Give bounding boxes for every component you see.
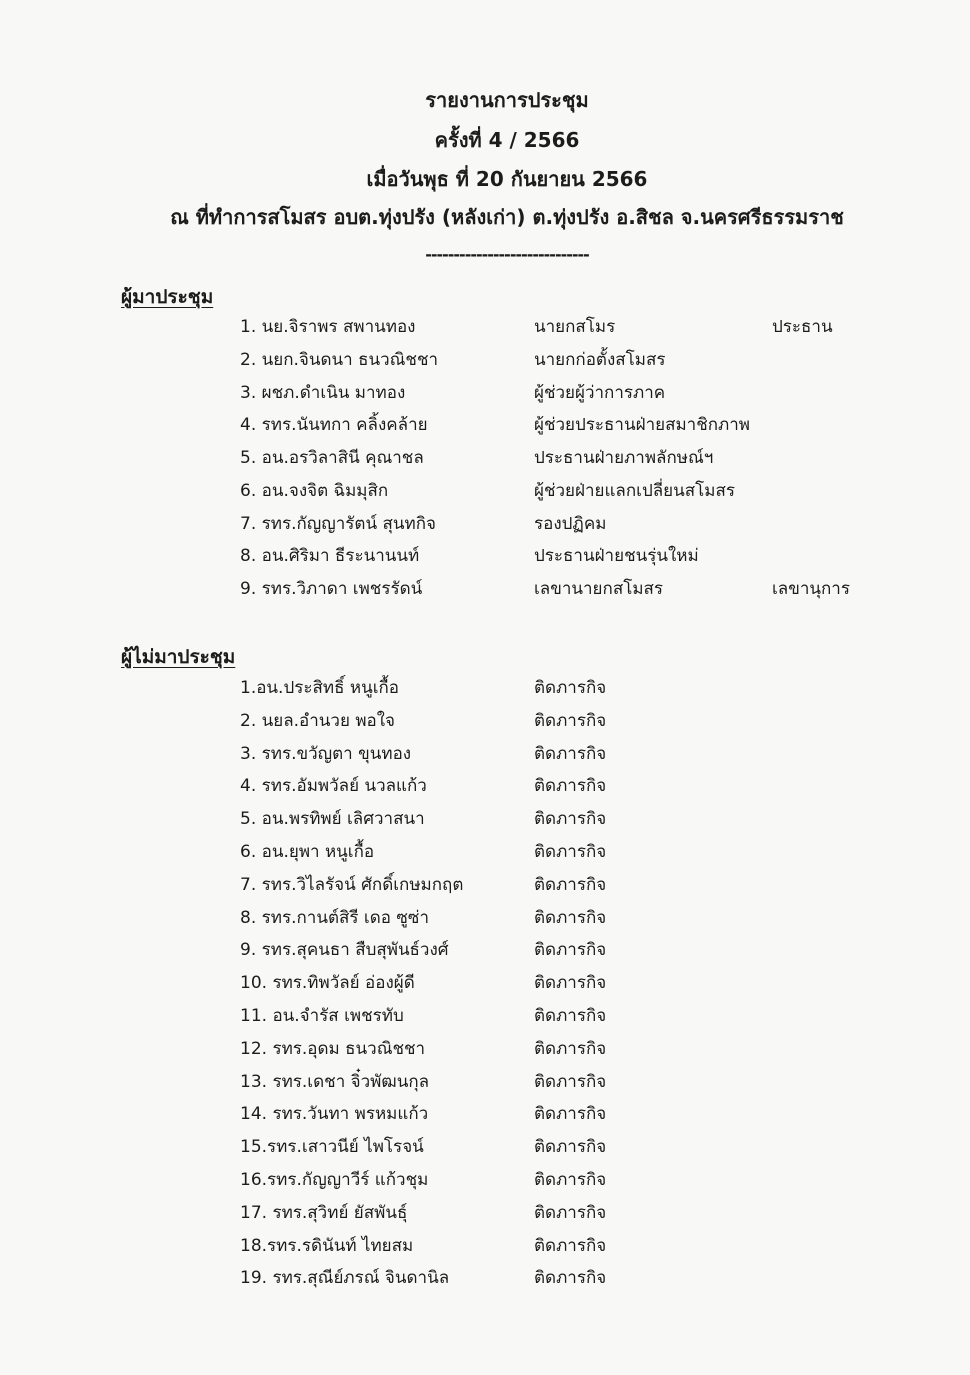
absentee-name: 12. รทร.อุดม ธนวณิชชา <box>240 1038 426 1059</box>
absentee-row <box>0 968 970 998</box>
attendee-position: เลขานายกสโมสร <box>534 579 664 599</box>
attendee-row <box>0 574 970 604</box>
absentee-row <box>0 1132 970 1162</box>
attendee-position: ผู้ช่วยผู้ว่าการภาค <box>534 382 666 403</box>
attendee-position: นายกก่อตั้งสโมสร <box>534 349 666 370</box>
absentee-name: 6. อน.ยุพา หนูเกื้อ <box>240 842 375 862</box>
absentee-status: ติดภารกิจ <box>534 1202 607 1223</box>
attendee-row <box>0 509 970 539</box>
absentee-row <box>0 870 970 900</box>
absentee-name: 1.อน.ประสิทธิ์ หนูเกื้อ <box>240 678 400 698</box>
absentee-name: 10. รทร.ทิพวัลย์ อ่องผู้ดี <box>240 973 415 994</box>
attendee-position: ผู้ช่วยฝ่ายแลกเปลี่ยนสโมสร <box>534 480 735 501</box>
absentee-status: ติดภารกิจ <box>534 874 607 895</box>
absentee-name: 16.รทร.กัญญาวีร์ แก้วชุม <box>240 1170 429 1190</box>
absentee-name: 15.รทร.เสาวนีย์ ไพโรจน์ <box>240 1137 424 1158</box>
meeting-location: ณ ที่ทำการสโมสร อบต.ทุ่งปรัง (หลังเก่า) ต.ทุ่งปรัง อ.สิชล จ.นครศรีธรรมราช <box>170 205 844 229</box>
absentee-name: 17. รทร.สุวิทย์ ยัสพันธุ์ <box>240 1202 408 1223</box>
absentee-row <box>0 837 970 867</box>
absentee-name: 5. อน.พรทิพย์ เลิศวาสนา <box>240 809 425 830</box>
attendee-name: 2. นยก.จินดนา ธนวณิชชา <box>240 349 439 370</box>
absentee-status: ติดภารกิจ <box>534 743 607 764</box>
absentee-name: 2. นยล.อำนวย พอใจ <box>240 710 395 731</box>
absentee-status: ติดภารกิจ <box>534 907 607 928</box>
attendee-position: นายกสโมร <box>534 317 616 337</box>
attendee-row <box>0 345 970 375</box>
attendee-name: 9. รทร.วิภาดา เพชรรัดน์ <box>240 579 423 599</box>
meeting-number: ครั้งที่ 4 / 2566 <box>434 128 580 152</box>
absentee-status: ติดภารกิจ <box>534 1104 607 1125</box>
absentee-row <box>0 706 970 736</box>
absentee-row <box>0 673 970 703</box>
attendee-row <box>0 443 970 473</box>
attendee-role: เลขานุการ <box>772 579 850 599</box>
absentee-name: 14. รทร.วันทา พรหมแก้ว <box>240 1104 429 1125</box>
absentee-name: 19. รทร.สุณีย์ภรณ์ จินดานิล <box>240 1268 450 1289</box>
absentee-row <box>0 771 970 801</box>
absentee-status: ติดภารกิจ <box>534 940 607 961</box>
header-divider: ----------------------------- <box>425 245 589 264</box>
absentee-status: ติดภารกิจ <box>534 678 607 698</box>
absent-section-title: ผู้ไม่มาประชุม <box>121 646 236 668</box>
absentee-row <box>0 1198 970 1228</box>
absentee-row <box>0 1067 970 1097</box>
attendee-row <box>0 378 970 408</box>
attendee-role: ประธาน <box>772 317 833 337</box>
absentee-status: ติดภารกิจ <box>534 1137 607 1158</box>
absentee-name: 18.รทร.รดินันท์ ไทยสม <box>240 1235 414 1256</box>
attendee-name: 6. อน.จงจิต ฉิมมุสิก <box>240 480 389 501</box>
absentee-name: 13. รทร.เดชา จิ๋วพัฒนกุล <box>240 1071 430 1092</box>
absentee-name: 8. รทร.กานต์สิรี เดอ ซูซ่า <box>240 907 429 928</box>
report-title: รายงานการประชุม <box>425 88 589 112</box>
attendee-row <box>0 476 970 506</box>
attendee-name: 1. นย.จิราพร สพานทอง <box>240 317 416 337</box>
absentee-row <box>0 1001 970 1031</box>
attendee-name: 7. รทร.กัญญารัตน์ สุนทกิจ <box>240 513 436 534</box>
absentee-status: ติดภารกิจ <box>534 1268 607 1289</box>
absentee-row <box>0 935 970 965</box>
absentee-row <box>0 1263 970 1293</box>
absentee-name: 9. รทร.สุคนธา สืบสุพันธ์วงศ์ <box>240 940 449 961</box>
absentee-name: 3. รทร.ขวัญตา ขุนทอง <box>240 743 412 764</box>
present-section-title: ผู้มาประชุม <box>121 286 214 308</box>
attendee-position: ประธานฝ่ายภาพลักษณ์ฯ <box>534 448 714 468</box>
attendee-position: รองปฏิคม <box>534 513 607 534</box>
absentee-status: ติดภารกิจ <box>534 973 607 994</box>
absentee-status: ติดภารกิจ <box>534 1006 607 1026</box>
absentee-status: ติดภารกิจ <box>534 776 607 797</box>
absentee-row <box>0 804 970 834</box>
attendee-position: ประธานฝ่ายชนรุ่นใหม่ <box>534 546 699 567</box>
absentee-status: ติดภารกิจ <box>534 1071 607 1092</box>
attendee-name: 8. อน.ศิริมา ธีระนานนท์ <box>240 546 420 567</box>
absentee-row <box>0 1231 970 1261</box>
absentee-row <box>0 1165 970 1195</box>
absentee-status: ติดภารกิจ <box>534 1235 607 1256</box>
absentee-status: ติดภารกิจ <box>534 809 607 830</box>
absentee-row <box>0 1099 970 1129</box>
absentee-status: ติดภารกิจ <box>534 842 607 862</box>
absentee-row <box>0 739 970 769</box>
meeting-date: เมื่อวันพุธ ที่ 20 กันยายน 2566 <box>366 167 648 191</box>
attendee-position: ผู้ช่วยประธานฝ่ายสมาชิกภาพ <box>534 415 750 436</box>
attendee-name: 5. อน.อรวิลาสินี คุณาชล <box>240 448 424 468</box>
absentee-name: 4. รทร.อัมพวัลย์ นวลแก้ว <box>240 776 427 797</box>
attendee-row <box>0 410 970 440</box>
absentee-row <box>0 1034 970 1064</box>
attendee-row <box>0 312 970 342</box>
absentee-status: ติดภารกิจ <box>534 710 607 731</box>
absentee-name: 7. รทร.วิไลรัจน์ ศักดิ์เกษมกฤต <box>240 874 464 895</box>
absentee-status: ติดภารกิจ <box>534 1170 607 1190</box>
attendee-row <box>0 541 970 571</box>
absentee-status: ติดภารกิจ <box>534 1038 607 1059</box>
attendee-name: 3. ผชภ.ดำเนิน มาทอง <box>240 382 406 403</box>
absentee-name: 11. อน.จำรัส เพชรทับ <box>240 1006 404 1026</box>
attendee-name: 4. รทร.นันทกา คลิ้งคล้าย <box>240 415 428 436</box>
absentee-row <box>0 903 970 933</box>
